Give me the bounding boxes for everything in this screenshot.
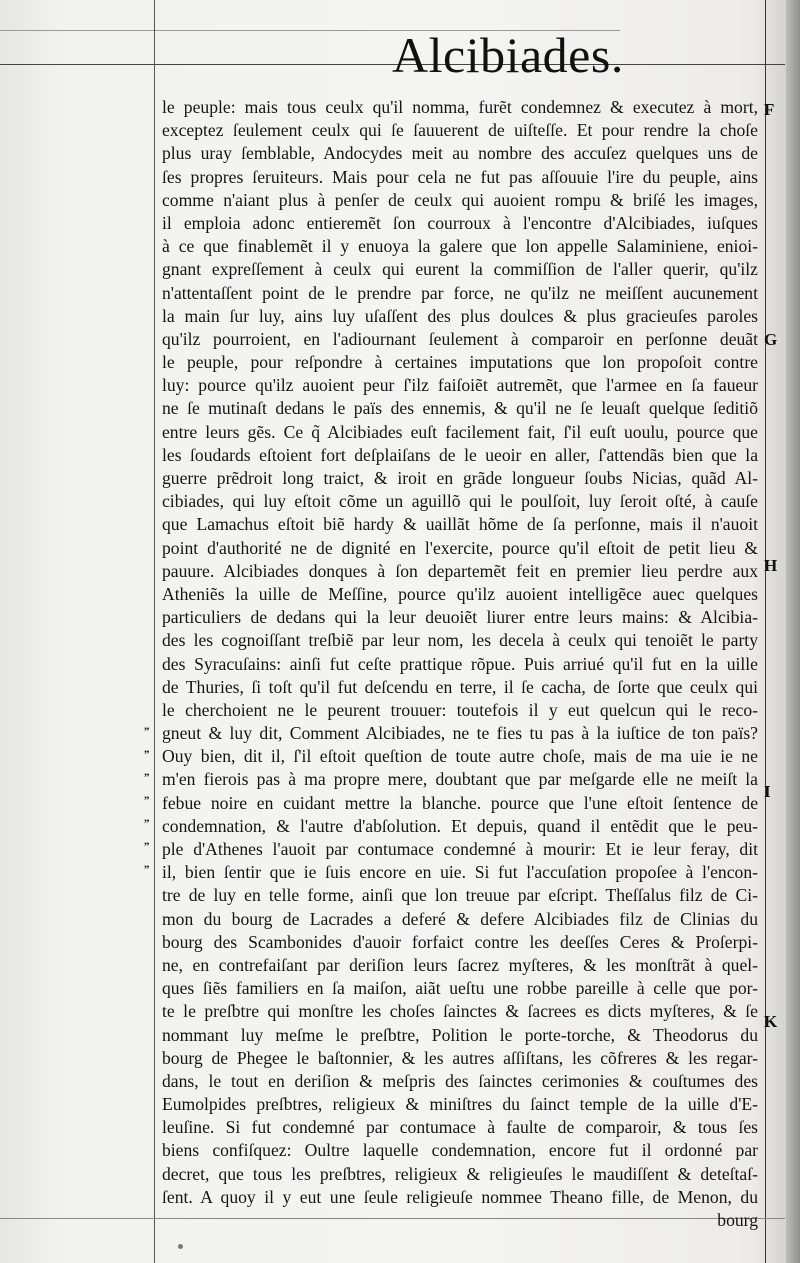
text-line: pauure. Alcibiades donques à ſon departemẽt feit en premier lieu perdre aux [162, 560, 758, 581]
text-line: febue noire en cuidant mettre la blanche. pource que l'une eſtoit ſentence de [162, 792, 758, 813]
text-line: plus uray ſemblable, Andocydes meit au nombre des accuſez quelques uns de [162, 143, 758, 164]
catchword: bourg [717, 1210, 758, 1230]
quote-mark: „ [144, 720, 150, 732]
text-line: decret, que tous les preſbtres, religieux & religieuſes le maudiſſent & deteſtaſ- [162, 1163, 758, 1184]
text-line: Ouy bien, dit il, ſ'il eſtoit queſtion de toute autre choſe, mais de ma uie ie ne [162, 746, 758, 767]
text-line: le peuple, pour reſpondre à certaines imputations que lon propoſoit contre [162, 352, 758, 373]
text-line: m'en fierois pas à ma propre mere, doubtant que par meſgarde elle ne meiſt la [162, 769, 758, 790]
quote-mark: „ [144, 812, 150, 824]
quote-mark: „ [144, 858, 150, 870]
text-line: ple d'Athenes l'auoit par contumace condemné à mourir: Et ie leur feray, dit [162, 839, 758, 859]
text-line: le peuple: mais tous ceulx qu'il nomma, furẽt condemnez & executez à mort, [162, 97, 758, 117]
text-line: de Thuries, ſi toſt qu'il fut deſcendu en terre, il ſe cacha, de ſorte que ceulx qui [162, 676, 758, 697]
text-line: les ſoudards eſtoient fort deſplaiſans de le ueoir en aller, ſ'attendãs bien que la [162, 444, 758, 465]
text-line: tre de luy en telle forme, ainſi que lon treuue par eſcript. Theſſalus filz de Ci- [162, 885, 758, 906]
text-line: des les cognoiſſant treſbiẽ par leur nom, les decela à ceulx qui tenoiẽt le party [162, 630, 758, 651]
page-edge-shadow [786, 0, 800, 1263]
text-line: des Syracuſains: ainſi fut ceſte prattique rõpue. Puis arriué qu'il fut en la uille [162, 653, 758, 674]
text-line: entre leurs gẽs. Ce q̃ Alcibiades euſt facilement fait, ſ'il euſt uoulu, pource que [162, 421, 758, 442]
text-line: particuliers de dedans qui la leur deuoiẽt liurer entre leurs mains: & Alcibia- [162, 607, 758, 628]
quote-mark: „ [144, 789, 150, 801]
running-title: Alcibiades. [392, 27, 624, 83]
text-line: comme n'aiant plus à penſer de ceulx qui auoient rompu & briſé les images, [162, 189, 758, 210]
text-line: qu'ilz pourroient, en l'adiournant ſeulement à comparoir en perſonne deuãt [162, 328, 758, 349]
text-line: luy: pource qu'ilz auoient peur ſ'ilz faiſoiẽt autremẽt, que l'armee en ſa faueur [162, 375, 758, 396]
section-mark-h: H [764, 556, 778, 575]
text-line: Atheniẽs la uille de Meſſine, pource qu'ilz auoient intelligẽce auec quelques [162, 583, 758, 604]
text-line: exceptez ſeulement ceulx qui ſe ſauuerent de uiſteſſe. Et pour rendre la choſe [162, 120, 758, 141]
text-line: dans, le tout en deriſion & meſpris des ſainctes cerimonies & couſtumes des [162, 1070, 758, 1091]
quote-mark: „ [144, 743, 150, 755]
text-line: n'attentaſſent point de le prendre par force, ne qu'ilz ne meiſſent aucunement [162, 282, 758, 303]
text-line: que Lamachus eſtoit biẽ hardy & uaillãt hõme de ſa perſonne, mais il n'auoit [162, 514, 758, 535]
text-line: ſes propres ſeruiteurs. Mais pour cela ne fut pas aſſouuie l'ire du peuple, ains [162, 166, 758, 187]
text-line: bourg des Scambonides d'auoir forfaict contre les deeſſes Ceres & Proſerpi- [162, 931, 758, 952]
text-line: Eumolpides preſbtres, religieux & miniſtres du ſainct temple de la uille d'E- [162, 1094, 758, 1115]
text-line: il, bien ſentir que ie ſuis encore en uie. Si fut l'accuſation propoſee à l'encon- [162, 862, 758, 883]
text-line: ſent. A quoy il y eut une ſeule religieuſe nommee Theano fille, de Menon, du [162, 1186, 758, 1207]
text-line: cibiades, qui luy eſtoit cõme un aguillõ qui le poulſoit, luy ſeroit oſté, à cauſe [162, 491, 758, 512]
text-line: mon du bourg de Lacrades a deferé & defere Alcibiades filz de Clinias du [162, 908, 758, 929]
section-mark-g: G [764, 330, 778, 349]
ink-speck [178, 1244, 183, 1249]
text-line: gneut & luy dit, Comment Alcibiades, ne te fies tu pas à la iuſtice de ton païs? [162, 723, 758, 744]
section-mark-k: K [764, 1012, 778, 1031]
quote-mark: „ [144, 766, 150, 778]
text-line: à ce que finablemẽt il y enuoya la galere que lon appelle Salaminiene, enioi- [162, 236, 758, 257]
text-line: leuſine. Si fut condemné par contumace à faulte de comparoir, & tous ſes [162, 1117, 758, 1138]
quote-mark: „ [144, 835, 150, 847]
body-text [162, 96, 758, 1232]
text-line: biens confiſquez: Oultre laquelle condemnation, encore fut il ordonné par [162, 1140, 758, 1161]
text-line: point d'authorité ne de dignité en l'exercite, pource qu'il eſtoit de petit lieu & [162, 537, 758, 558]
text-line: ne ſe mutinaſt dedans le païs des ennemis, & qu'il ne ſe leuaſt quelque ſeditiõ [162, 398, 758, 419]
text-line: condemnation, & l'autre d'abſolution. Et depuis, quand il entẽdit que le peu- [162, 815, 758, 836]
text-line: gnant expreſſement à ceulx qui eurent la commiſſion de l'aller querir, qu'ilz [162, 259, 758, 280]
text-line: ne, en contrefaiſant par deriſion leurs ſacrez myſteres, & les monſtrãt à quel- [162, 954, 758, 975]
section-mark-f: F [764, 100, 775, 119]
text-line: guerre prẽdroit long traict, & iroit en grãde longueur ſoubs Nicias, quãd Al- [162, 468, 758, 488]
section-mark-i: I [764, 782, 771, 801]
text-line: nommant luy meſme le preſbtre, Polition le porte-torche, & Theodorus du [162, 1024, 758, 1045]
text-line: bourg de Phegee le baſtonnier, & les autres aſſiſtans, les cõfreres & les regar- [162, 1047, 758, 1068]
right-margin-rule [765, 0, 766, 1263]
text-line: il emploia adonc entieremẽt ſon courroux à l'encontre d'Alcibiades, iuſques [162, 212, 758, 233]
left-margin-rule [154, 0, 155, 1263]
text-line: ques ſiẽs familiers en ſa maiſon, aiãt ueſtu une robbe pareille à celle que por- [162, 978, 758, 999]
text-line: la main ſur luy, ains luy uſaſſent des plus doulces & plus gracieuſes paroles [162, 305, 758, 326]
text-line: te le preſbtre qui monſtre les choſes ſainctes & ſacrees es dicts myſteres, & ſe [162, 1001, 758, 1022]
text-line: le cherchoient ne le peurent trouuer: toutefois il y eut quelcun qui le reco- [162, 699, 758, 720]
